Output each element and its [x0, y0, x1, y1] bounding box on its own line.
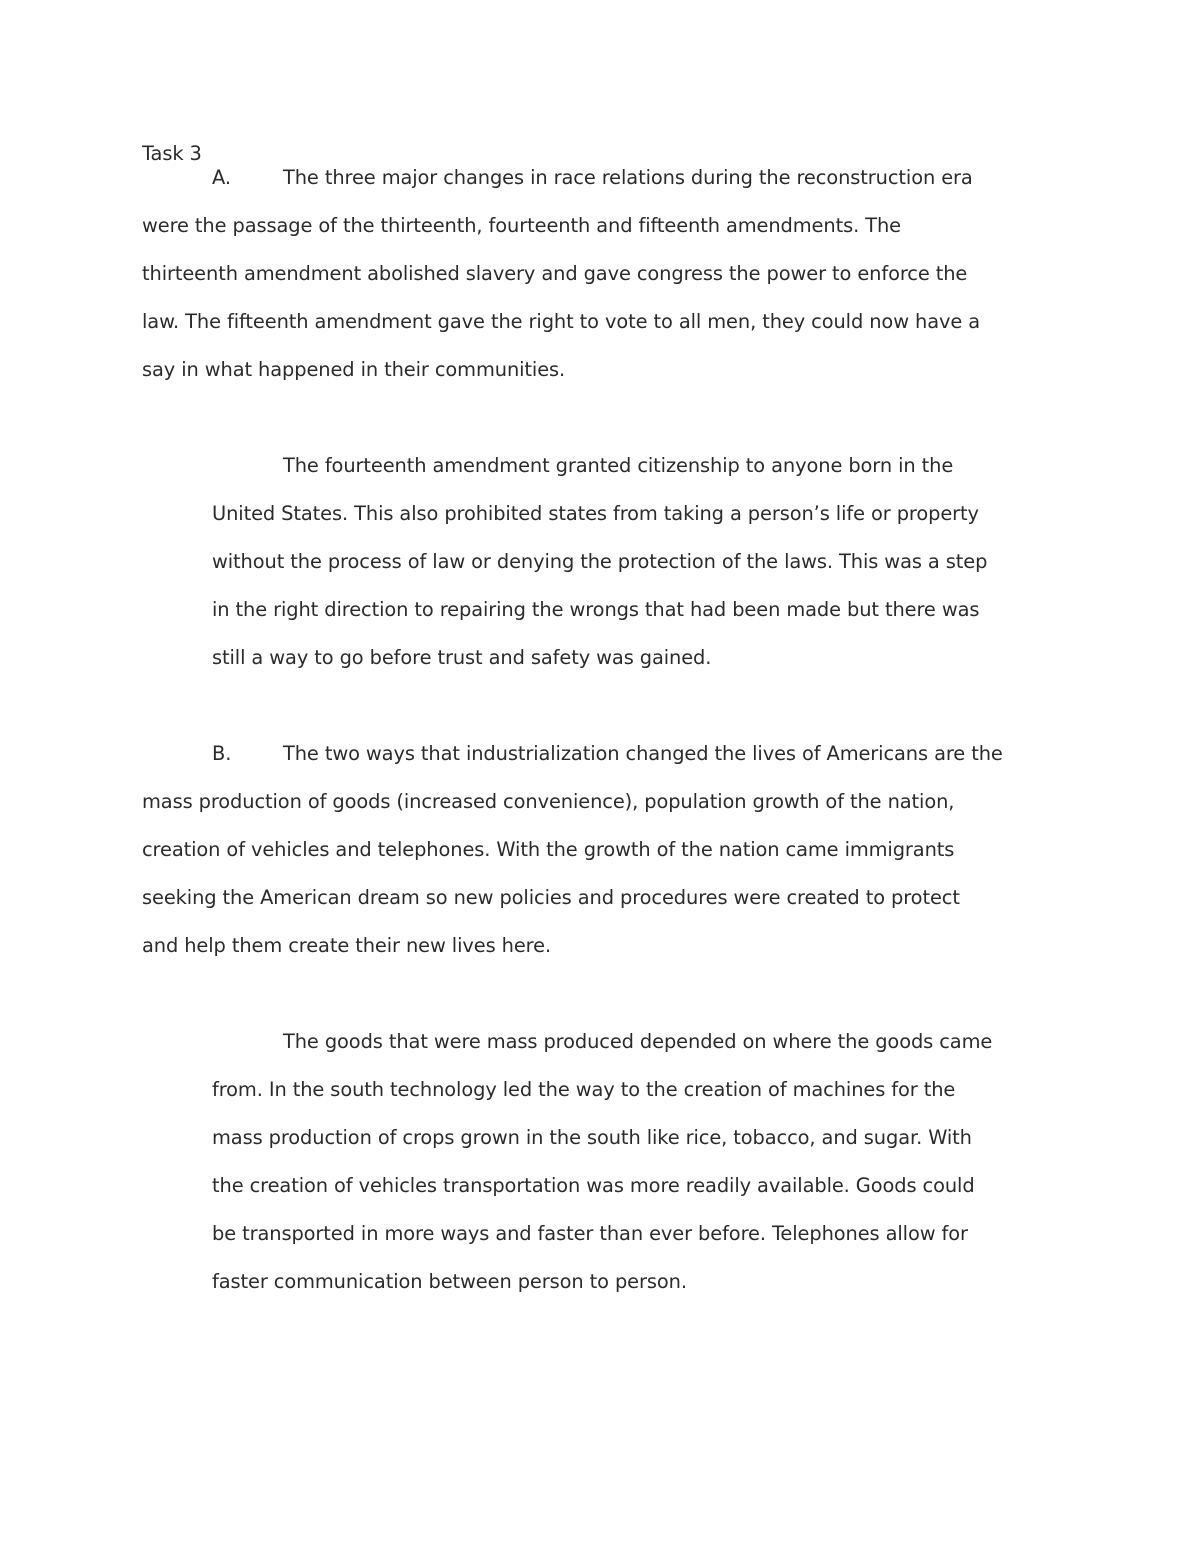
section-a-label: A.: [212, 166, 231, 189]
text-line: were the passage of the thirteenth, fourteenth and fifteenth amendments. The: [142, 214, 901, 237]
text-line: creation of vehicles and telephones. With the growth of the nation came immigrants: [142, 838, 955, 861]
text-line: faster communication between person to person.: [212, 1270, 687, 1293]
text-line: thirteenth amendment abolished slavery and gave congress the power to enforce the: [142, 262, 968, 285]
text-line: United States. This also prohibited states from taking a person’s life or property: [212, 502, 979, 525]
text-line: The fourteenth amendment granted citizenship to anyone born in the: [283, 454, 954, 477]
text-line: and help them create their new lives here.: [142, 934, 552, 957]
text-line: without the process of law or denying the protection of the laws. This was a step: [212, 550, 988, 573]
text-line: be transported in more ways and faster than ever before. Telephones allow for: [212, 1222, 968, 1245]
text-line: The two ways that industrialization changed the lives of Americans are the: [283, 742, 1003, 765]
section-b-label: B.: [212, 742, 232, 765]
text-line: mass production of crops grown in the south like rice, tobacco, and sugar. With: [212, 1126, 972, 1149]
document-title: Task 3: [142, 142, 202, 165]
text-line: seeking the American dream so new policies and procedures were created to protect: [142, 886, 960, 909]
text-line: The goods that were mass produced depended on where the goods came: [283, 1030, 993, 1053]
text-line: from. In the south technology led the way to the creation of machines for the: [212, 1078, 956, 1101]
text-line: mass production of goods (increased convenience), population growth of the nation,: [142, 790, 955, 813]
text-line: still a way to go before trust and safety was gained.: [212, 646, 712, 669]
text-line: law. The fifteenth amendment gave the right to vote to all men, they could now have a: [142, 310, 981, 333]
text-line: The three major changes in race relations during the reconstruction era: [283, 166, 973, 189]
text-line: the creation of vehicles transportation was more readily available. Goods could: [212, 1174, 975, 1197]
text-line: say in what happened in their communities.: [142, 358, 566, 381]
text-line: in the right direction to repairing the wrongs that had been made but there was: [212, 598, 980, 621]
